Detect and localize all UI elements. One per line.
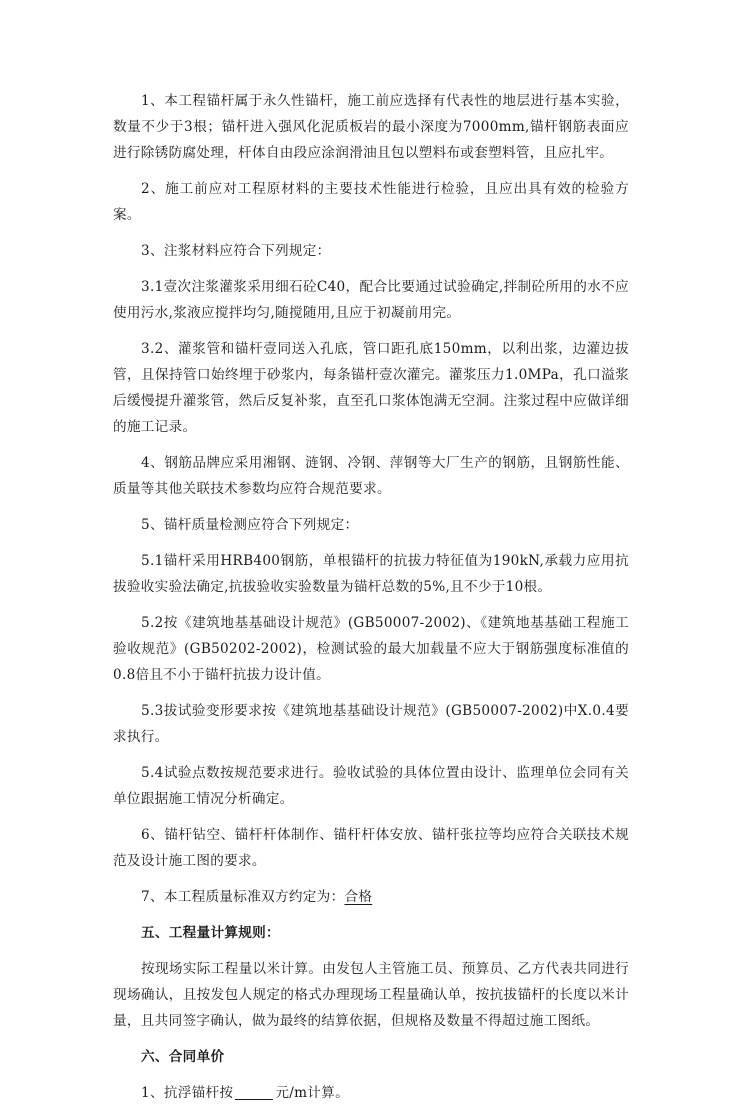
clause-5-4: 5.4试验点数按规范要求进行。验收试验的具体位置由设计、监理单位会同有关单位跟据施工情况分析确定。 — [113, 765, 629, 807]
clause-1: 1、本工程锚杆属于永久性锚杆，施工前应选择有代表性的地层进行基本实验，数量不少于3根；锚杆进入强风化泥质板岩的最小深度为7000mm,锚杆钢筋表面应进行除锈防腐处理，杆体自由段应涂润滑油且包以塑料布或套塑料管，且应扎牢。 — [113, 93, 629, 161]
unit-price-unit: 元/m计算。 — [275, 1085, 349, 1101]
section-6-heading: 六、合同单价 — [141, 1049, 225, 1065]
unit-price-blank — [235, 1082, 273, 1100]
unit-price-line — [113, 1080, 629, 1106]
clause-7-text: 7、本工程质量标准双方约定为： — [141, 889, 345, 905]
section-5-body: 按现场实际工程量以米计算。由发包人主管施工员、预算员、乙方代表共同进行现场确认，且按发包人规定的格式办理现场工程量确认单，按抗拔锚杆的长度以米计量，且共同签字确认，做为最终的结算依据，但规格及数量不得超过施工图纸。 — [113, 961, 629, 1029]
clause-3-2: 3.2、灌浆管和锚杆壹同送入孔底，管口距孔底150mm，以利出浆，边灌边拔管，且保持管口始终埋于砂浆内，每条锚杆壹次灌完。灌浆压力1.0MPa，孔口溢浆后缓慢提升灌浆管，然后反复补浆，直至孔口浆体饱满无空洞。注浆过程中应做详细的施工记录。 — [113, 341, 629, 435]
clause-2: 2、施工前应对工程原材料的主要技术性能进行检验，且应出具有效的检验方案。 — [113, 181, 629, 223]
clause-5-2: 5.2按《建筑地基基础设计规范》(GB50007-2002)、《建筑地基基础工程施工验收规范》(GB50202-2002)，检测试验的最大加载量不应大于钢筋强度标准值的0.8倍且不小于锚杆抗拔力设计值。 — [113, 615, 629, 683]
clause-4: 4、钢筋品牌应采用湘钢、涟钢、冷钢、萍钢等大厂生产的钢筋，且钢筋性能、质量等其他关联技术参数均应符合规范要求。 — [113, 455, 629, 497]
unit-price-label: 1、抗浮锚杆按 — [141, 1085, 234, 1101]
clause-7 — [113, 884, 629, 910]
clause-6: 6、锚杆钻空、锚杆杆体制作、锚杆杆体安放、锚杆张拉等均应符合关联技术规范及设计施工图的要求。 — [113, 827, 629, 869]
clause-5-3: 5.3拔试验变形要求按《建筑地基基础设计规范》(GB50007-2002)中X.0.4要求执行。 — [113, 703, 629, 745]
section-5-heading: 五、工程量计算规则： — [141, 925, 280, 941]
clause-5: 5、锚杆质量检测应符合下列规定： — [141, 517, 359, 533]
clause-3-1: 3.1壹次注浆灌浆采用细石砼C40，配合比要通过试验确定,拌制砼所用的水不应使用污水,浆液应搅拌均匀,随搅随用,且应于初凝前用完。 — [113, 279, 629, 321]
clause-3: 3、注浆材料应符合下列规定： — [141, 243, 331, 259]
clause-5-1: 5.1锚杆采用HRB400钢筋，单根锚杆的抗拔力特征值为190kN,承载力应用抗拔验收实验法确定,抗拔验收实验数量为锚杆总数的5%,且不少于10根。 — [113, 553, 629, 595]
quality-standard-value: 合格 — [344, 889, 373, 905]
